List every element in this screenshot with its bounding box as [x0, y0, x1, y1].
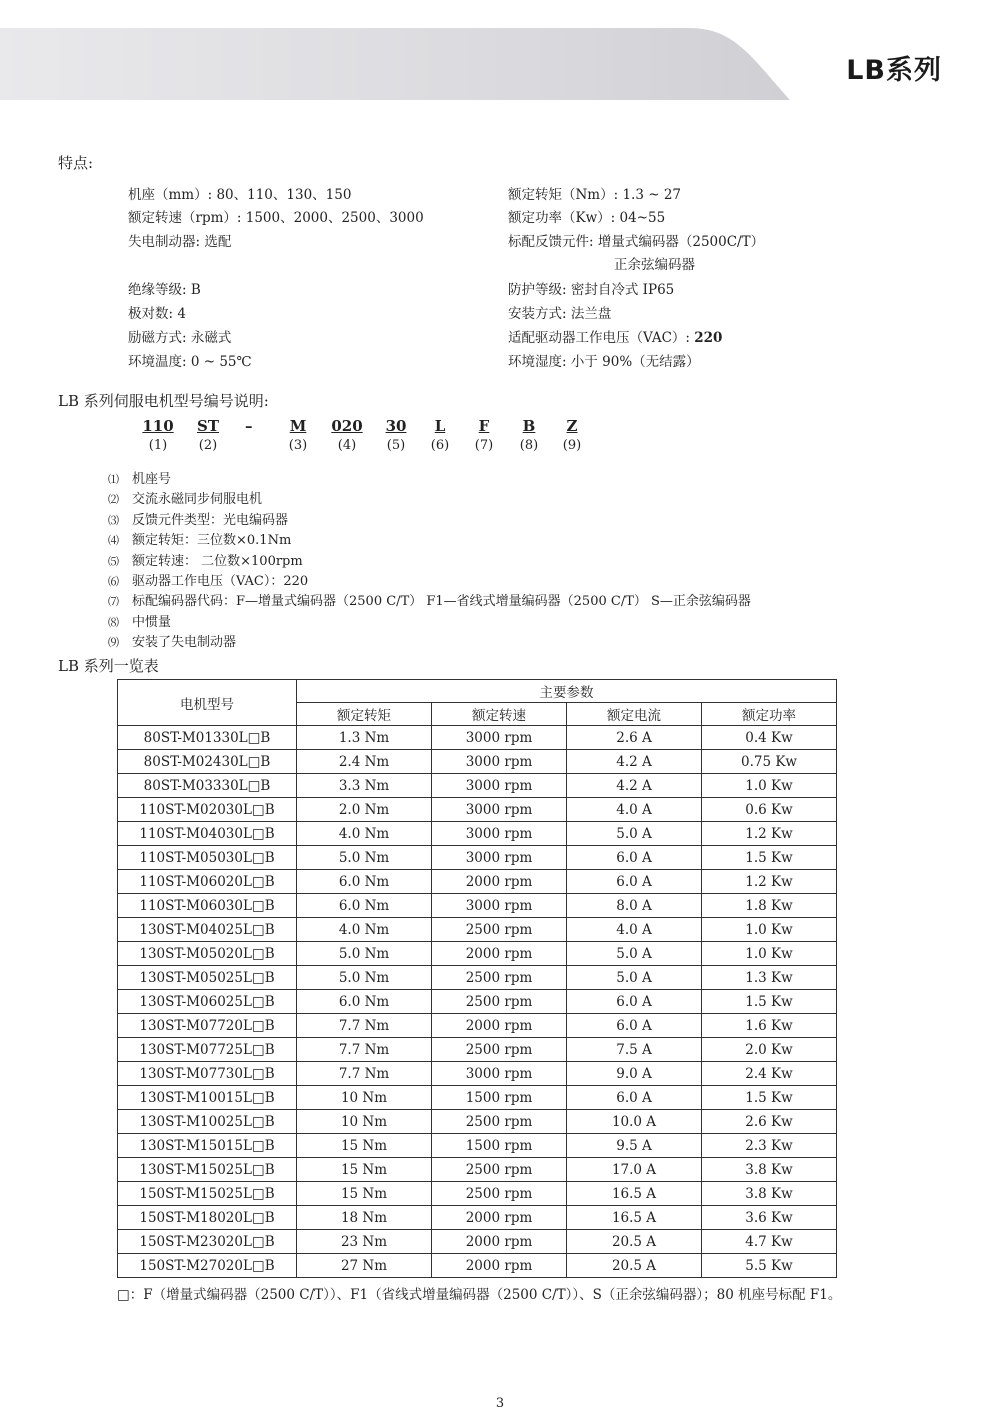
param-cell: 27 Nm: [297, 1254, 432, 1278]
table-row: [118, 1254, 837, 1278]
model-code-row: [0, 417, 1000, 461]
param-cell: 5.0 Nm: [297, 846, 432, 870]
feature-label: 防护等级:: [508, 282, 567, 298]
feature-label: 额定转速（rpm）:: [128, 210, 242, 226]
feature-feedback: [508, 230, 764, 250]
table-row: [118, 1182, 837, 1206]
param-cell: 2.6 Kw: [702, 1110, 837, 1134]
feature-value: 220: [694, 330, 723, 346]
feature-value: 4: [177, 306, 186, 322]
model-cell: 110ST-M06020L□B: [118, 870, 297, 894]
param-cell: 10.0 A: [567, 1110, 702, 1134]
column-header: 额定功率: [702, 703, 837, 726]
param-cell: 1.5 Kw: [702, 1086, 837, 1110]
table-row: [118, 1110, 837, 1134]
param-cell: 3000 rpm: [432, 1062, 567, 1086]
model-cell: 150ST-M15025L□B: [118, 1182, 297, 1206]
feature-humidity: [508, 350, 700, 370]
model-cell: 130ST-M15025L□B: [118, 1158, 297, 1182]
feature-feedback-alt: [614, 253, 695, 273]
legend-item: ⑻ 中惯量: [108, 614, 172, 630]
table-row: [118, 750, 837, 774]
feature-pole-pairs: [128, 302, 186, 322]
model-cell: 150ST-M18020L□B: [118, 1206, 297, 1230]
code-part-value: 020: [331, 417, 363, 435]
param-cell: 1.3 Nm: [297, 726, 432, 750]
param-cell: 6.0 A: [567, 990, 702, 1014]
feature-brake: [128, 230, 231, 250]
code-part-value: 110: [142, 417, 174, 435]
param-cell: 20.5 A: [567, 1254, 702, 1278]
param-cell: 3000 rpm: [432, 774, 567, 798]
table-row: [118, 774, 837, 798]
param-cell: 1.8 Kw: [702, 894, 837, 918]
code-part: [552, 417, 592, 453]
legend-item: ⑺ 标配编码器代码：F—增量式编码器（2500 C/T） F1—省线式增量编码器（2500 C/T） S—正余弦编码器: [108, 594, 751, 610]
table-row: [118, 1038, 837, 1062]
column-header-model: 电机型号: [118, 680, 297, 726]
param-cell: 1.0 Kw: [702, 918, 837, 942]
feature-value: 法兰盘: [570, 306, 612, 322]
param-cell: 2000 rpm: [432, 1206, 567, 1230]
param-cell: 2.4 Kw: [702, 1062, 837, 1086]
param-cell: 4.0 A: [567, 798, 702, 822]
param-cell: 4.0 A: [567, 918, 702, 942]
param-cell: 2.0 Kw: [702, 1038, 837, 1062]
param-cell: 18 Nm: [297, 1206, 432, 1230]
column-group-header: 主要参数: [297, 680, 837, 703]
param-cell: 6.0 A: [567, 1086, 702, 1110]
param-cell: 9.0 A: [567, 1062, 702, 1086]
param-cell: 5.0 A: [567, 966, 702, 990]
table-row: [118, 1062, 837, 1086]
model-cell: 110ST-M05030L□B: [118, 846, 297, 870]
code-separator: –: [245, 417, 253, 435]
feature-label: 额定功率（Kw）:: [508, 210, 616, 226]
param-cell: 2.4 Nm: [297, 750, 432, 774]
code-part: [138, 417, 178, 453]
param-cell: 2500 rpm: [432, 1038, 567, 1062]
legend-item: ⑼ 安装了失电制动器: [108, 635, 237, 651]
code-part-value: F: [478, 417, 490, 435]
param-cell: 3000 rpm: [432, 894, 567, 918]
feature-label: 励磁方式:: [128, 330, 187, 346]
feature-label: 安装方式:: [508, 306, 567, 322]
feature-drive-voltage: [508, 326, 722, 346]
code-part-value: Z: [566, 417, 578, 435]
feature-rated-power: [508, 206, 665, 226]
legend-item: ⑸ 额定转速： 二位数×100rpm: [108, 553, 303, 569]
code-part-index: (7): [474, 438, 494, 453]
param-cell: 2500 rpm: [432, 1110, 567, 1134]
param-cell: 2500 rpm: [432, 990, 567, 1014]
model-code-heading: LB 系列伺服电机型号编号说明:: [58, 392, 269, 410]
code-part-index: (9): [562, 438, 582, 453]
param-cell: 5.0 A: [567, 822, 702, 846]
feature-excitation: [128, 326, 231, 346]
param-cell: 10 Nm: [297, 1086, 432, 1110]
model-cell: 150ST-M27020L□B: [118, 1254, 297, 1278]
param-cell: 2000 rpm: [432, 1254, 567, 1278]
code-part-value: 30: [385, 417, 407, 435]
code-part: [509, 417, 549, 453]
param-cell: 3000 rpm: [432, 750, 567, 774]
param-cell: 1.2 Kw: [702, 822, 837, 846]
model-cell: 110ST-M06030L□B: [118, 894, 297, 918]
model-cell: 130ST-M15015L□B: [118, 1134, 297, 1158]
feature-rated-speed: [128, 206, 424, 226]
feature-label: 标配反馈元件:: [508, 234, 594, 250]
table-footnote: □：F（增量式编码器（2500 C/T））、F1（省线式增量编码器（2500 C/T））、S（正余弦编码器）；80 机座号标配 F1。: [117, 1287, 842, 1303]
code-part-value: M: [289, 417, 307, 435]
param-cell: 3000 rpm: [432, 726, 567, 750]
table-row: [118, 1158, 837, 1182]
code-part-index: (4): [337, 438, 357, 453]
feature-protection: [508, 278, 674, 298]
param-cell: 4.0 Nm: [297, 918, 432, 942]
feature-label: 极对数:: [128, 306, 174, 322]
feature-value: 密封自冷式 IP65: [570, 282, 675, 298]
param-cell: 1.2 Kw: [702, 870, 837, 894]
param-cell: 8.0 A: [567, 894, 702, 918]
param-cell: 15 Nm: [297, 1158, 432, 1182]
model-cell: 130ST-M07720L□B: [118, 1014, 297, 1038]
table-row: [118, 990, 837, 1014]
param-cell: 4.7 Kw: [702, 1230, 837, 1254]
model-cell: 130ST-M07730L□B: [118, 1062, 297, 1086]
param-cell: 16.5 A: [567, 1206, 702, 1230]
param-cell: 1.5 Kw: [702, 846, 837, 870]
param-cell: 1500 rpm: [432, 1086, 567, 1110]
code-part: [376, 417, 416, 453]
feature-label: 环境湿度:: [508, 354, 567, 370]
param-cell: 1.0 Kw: [702, 942, 837, 966]
model-cell: 80ST-M02430L□B: [118, 750, 297, 774]
feature-insulation: [128, 278, 201, 298]
feature-value: 0 ~ 55℃: [190, 354, 252, 370]
param-cell: 2.0 Nm: [297, 798, 432, 822]
param-cell: 5.0 Nm: [297, 966, 432, 990]
feature-value: 永磁式: [190, 330, 232, 346]
param-cell: 2500 rpm: [432, 966, 567, 990]
code-part: [464, 417, 504, 453]
param-cell: 1.0 Kw: [702, 774, 837, 798]
code-part-value: ST: [197, 417, 219, 435]
param-cell: 4.2 A: [567, 750, 702, 774]
param-cell: 1.5 Kw: [702, 990, 837, 1014]
param-cell: 4.2 A: [567, 774, 702, 798]
table-row: [118, 918, 837, 942]
model-cell: 130ST-M07725L□B: [118, 1038, 297, 1062]
table-row: [118, 846, 837, 870]
param-cell: 7.7 Nm: [297, 1014, 432, 1038]
model-cell: 130ST-M04025L□B: [118, 918, 297, 942]
param-cell: 5.5 Kw: [702, 1254, 837, 1278]
code-part-index: (5): [386, 438, 406, 453]
feature-frame-size: [128, 183, 351, 203]
feature-mounting: [508, 302, 611, 322]
code-part-value: B: [522, 417, 536, 435]
param-cell: 1.3 Kw: [702, 966, 837, 990]
table-row: [118, 1206, 837, 1230]
feature-value: 04~55: [619, 210, 666, 226]
param-cell: 20.5 A: [567, 1230, 702, 1254]
feature-label: 环境温度:: [128, 354, 187, 370]
model-cell: 110ST-M04030L□B: [118, 822, 297, 846]
param-cell: 2500 rpm: [432, 1182, 567, 1206]
param-cell: 2000 rpm: [432, 870, 567, 894]
feature-label: 适配驱动器工作电压（VAC）:: [508, 330, 690, 346]
model-code-legend: [108, 470, 751, 654]
param-cell: 17.0 A: [567, 1158, 702, 1182]
param-cell: 2.3 Kw: [702, 1134, 837, 1158]
param-cell: 4.0 Nm: [297, 822, 432, 846]
feature-label: 失电制动器:: [128, 234, 201, 250]
model-cell: 110ST-M02030L□B: [118, 798, 297, 822]
param-cell: 6.0 A: [567, 870, 702, 894]
param-cell: 7.5 A: [567, 1038, 702, 1062]
table-heading: LB 系列一览表: [58, 657, 159, 675]
param-cell: 2500 rpm: [432, 918, 567, 942]
param-cell: 7.7 Nm: [297, 1062, 432, 1086]
column-header: 额定转速: [432, 703, 567, 726]
feature-value: B: [190, 282, 201, 298]
table-row: [118, 726, 837, 750]
features-heading: 特点:: [58, 154, 94, 172]
table-row: [118, 798, 837, 822]
model-cell: 130ST-M05025L□B: [118, 966, 297, 990]
table-row: [118, 1014, 837, 1038]
feature-value: 选配: [204, 234, 232, 250]
param-cell: 2000 rpm: [432, 942, 567, 966]
table-row: [118, 870, 837, 894]
param-cell: 9.5 A: [567, 1134, 702, 1158]
code-part-index: (6): [430, 438, 450, 453]
param-cell: 5.0 Nm: [297, 942, 432, 966]
param-cell: 3000 rpm: [432, 798, 567, 822]
code-part: [188, 417, 228, 453]
code-part-index: (3): [288, 438, 308, 453]
model-cell: 130ST-M06025L□B: [118, 990, 297, 1014]
param-cell: 3000 rpm: [432, 846, 567, 870]
param-cell: 3000 rpm: [432, 822, 567, 846]
param-cell: 2.6 A: [567, 726, 702, 750]
legend-item: ⑹ 驱动器工作电压（VAC）：220: [108, 574, 309, 590]
model-cell: 80ST-M03330L□B: [118, 774, 297, 798]
feature-label: 额定转矩（Nm）:: [508, 187, 619, 203]
legend-item: ⑶ 反馈元件类型：光电编码器: [108, 512, 289, 528]
feature-value: 增量式编码器（2500C/T）: [597, 234, 765, 250]
table-row: [118, 1230, 837, 1254]
column-header: 额定电流: [567, 703, 702, 726]
code-part-index: (2): [198, 438, 218, 453]
feature-label: 机座（mm）:: [128, 187, 213, 203]
table-row: [118, 894, 837, 918]
code-part: [278, 417, 318, 453]
table-row: [118, 1134, 837, 1158]
param-cell: 2500 rpm: [432, 1158, 567, 1182]
code-part-value: L: [434, 417, 446, 435]
param-cell: 6.0 A: [567, 846, 702, 870]
legend-item: ⑷ 额定转矩：三位数×0.1Nm: [108, 533, 292, 549]
param-cell: 2000 rpm: [432, 1230, 567, 1254]
param-cell: 6.0 Nm: [297, 894, 432, 918]
legend-item: ⑴ 机座号: [108, 472, 172, 487]
feature-value: 1.3 ~ 27: [622, 187, 682, 203]
spec-table-body: [118, 726, 837, 1278]
model-cell: 130ST-M10025L□B: [118, 1110, 297, 1134]
model-cell: 150ST-M23020L□B: [118, 1230, 297, 1254]
feature-value: 小于 90%（无结露）: [570, 354, 700, 370]
param-cell: 23 Nm: [297, 1230, 432, 1254]
model-cell: 130ST-M10015L□B: [118, 1086, 297, 1110]
code-part-index: (8): [519, 438, 539, 453]
param-cell: 0.4 Kw: [702, 726, 837, 750]
table-row: [118, 822, 837, 846]
param-cell: 10 Nm: [297, 1110, 432, 1134]
param-cell: 2000 rpm: [432, 1014, 567, 1038]
param-cell: 6.0 Nm: [297, 870, 432, 894]
param-cell: 1.6 Kw: [702, 1014, 837, 1038]
table-row: [118, 966, 837, 990]
param-cell: 5.0 A: [567, 942, 702, 966]
model-cell: 80ST-M01330L□B: [118, 726, 297, 750]
table-row: [118, 1086, 837, 1110]
feature-value: 80、110、130、150: [216, 187, 352, 203]
param-cell: 1500 rpm: [432, 1134, 567, 1158]
feature-ambient-temp: [128, 350, 252, 370]
param-cell: 15 Nm: [297, 1134, 432, 1158]
spec-table: [117, 679, 837, 1278]
code-part: [327, 417, 367, 453]
series-title: LB系列: [846, 55, 942, 86]
param-cell: 6.0 Nm: [297, 990, 432, 1014]
param-cell: 3.8 Kw: [702, 1158, 837, 1182]
model-cell: 130ST-M05020L□B: [118, 942, 297, 966]
param-cell: 3.8 Kw: [702, 1182, 837, 1206]
column-header: 额定转矩: [297, 703, 432, 726]
param-cell: 7.7 Nm: [297, 1038, 432, 1062]
param-cell: 0.75 Kw: [702, 750, 837, 774]
feature-rated-torque: [508, 183, 681, 203]
param-cell: 6.0 A: [567, 1014, 702, 1038]
feature-value: 1500、2000、2500、3000: [245, 210, 424, 226]
table-row: [118, 942, 837, 966]
code-part-index: (1): [148, 438, 168, 453]
param-cell: 15 Nm: [297, 1182, 432, 1206]
param-cell: 3.3 Nm: [297, 774, 432, 798]
feature-value: 正余弦编码器: [614, 257, 695, 273]
page-number: 3: [495, 1396, 505, 1411]
legend-item: ⑵ 交流永磁同步伺服电机: [108, 492, 263, 508]
param-cell: 3.6 Kw: [702, 1206, 837, 1230]
param-cell: 0.6 Kw: [702, 798, 837, 822]
code-part: [420, 417, 460, 453]
param-cell: 16.5 A: [567, 1182, 702, 1206]
feature-label: 绝缘等级:: [128, 282, 187, 298]
